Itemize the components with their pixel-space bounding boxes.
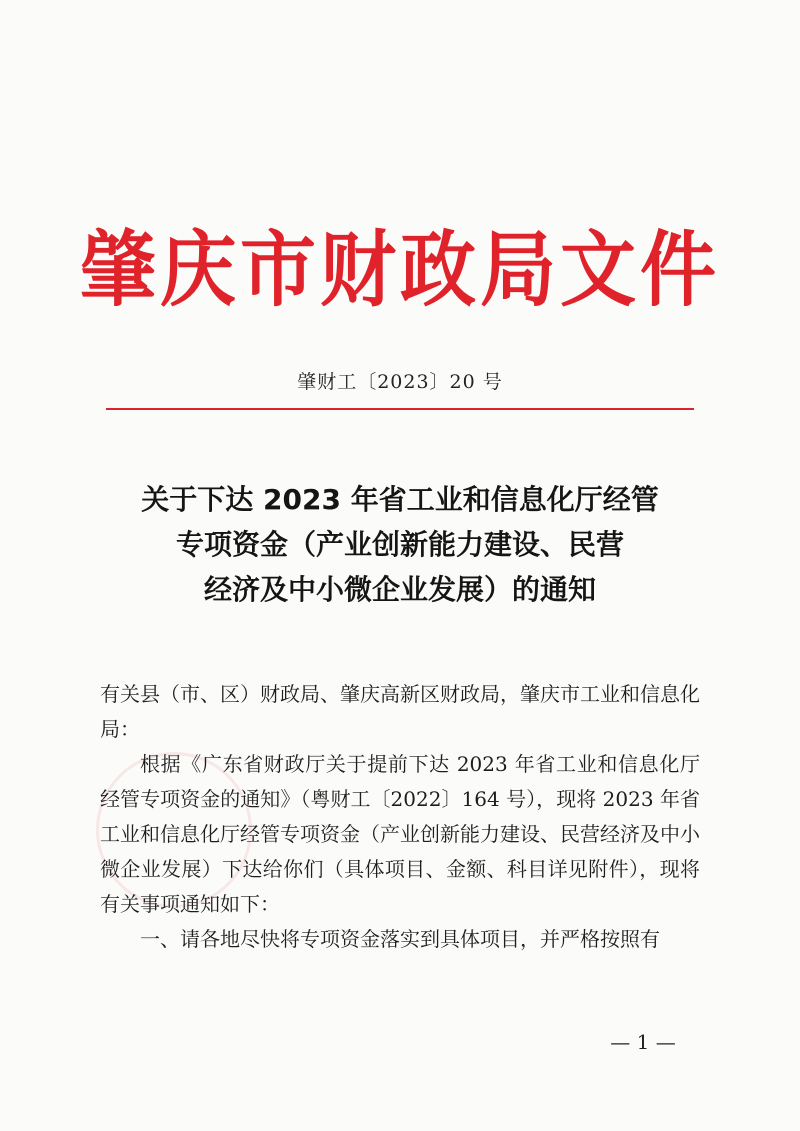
page-number: — 1 —: [610, 1030, 676, 1054]
document-number: 肇财工〔2023〕20 号: [297, 371, 503, 393]
title-line-1: 关于下达 2023 年省工业和信息化厅经管: [141, 483, 659, 516]
body-paragraph-1: 根据《广东省财政厅关于提前下达 2023 年省工业和信息化厅经管专项资金的通知》（粤财工〔2022〕164 号），现将 2023 年省工业和信息化厅经管专项资金（产业创新能力建设、民营经济及中小微企业发展）下达给你们（具体项目、金额、科目详见附件），现将有关事项通知如下：: [100, 752, 700, 916]
title-line-2: 专项资金（产业创新能力建设、民营: [175, 528, 624, 561]
document-body: [100, 677, 700, 957]
red-divider-line: [106, 408, 694, 410]
addressee-paragraph: 有关县（市、区）财政局、肇庆高新区财政局，肇庆市工业和信息化局：: [100, 682, 700, 741]
document-masthead: 肇庆市财政局文件: [80, 221, 720, 318]
title-line-3: 经济及中小微企业发展）的通知: [203, 573, 596, 606]
document-title: [100, 477, 700, 612]
body-paragraph-2: 一、请各地尽快将专项资金落实到具体项目，并严格按照有: [140, 927, 660, 951]
